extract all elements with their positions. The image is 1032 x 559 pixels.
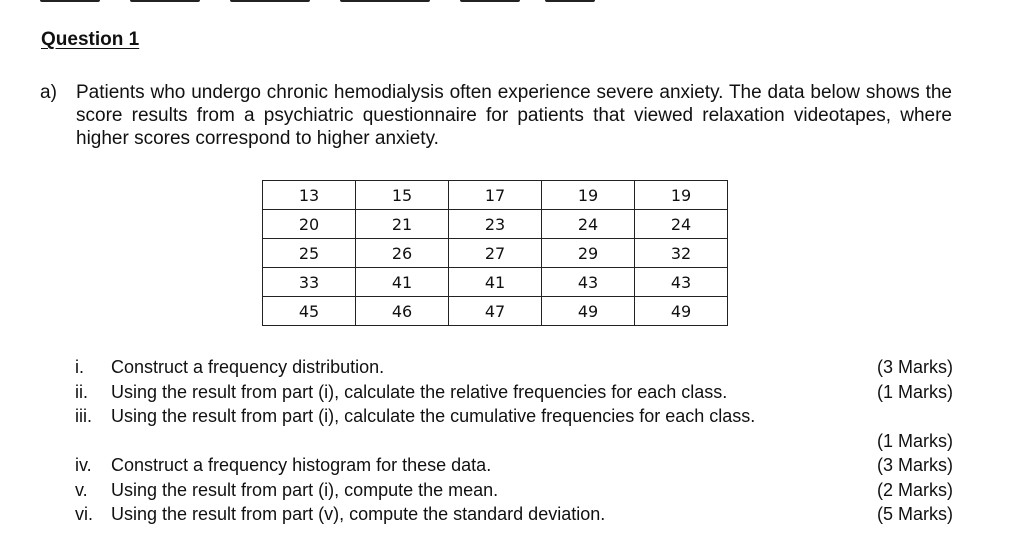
sub-question-marks: (1 Marks) [877, 430, 953, 451]
table-cell: 21 [356, 210, 449, 239]
table-cell: 47 [449, 297, 542, 326]
table-row [263, 181, 728, 210]
table-cell: 32 [635, 239, 728, 268]
table-cell: 17 [449, 181, 542, 210]
table-cell: 26 [356, 239, 449, 268]
question-heading: Question 1 [41, 29, 140, 50]
sub-question-marks: (2 Marks) [877, 479, 953, 500]
sub-question-text: Using the result from part (i), calculate the cumulative frequencies for each class. [111, 406, 756, 426]
table-row [263, 268, 728, 297]
sub-question-text: Construct a frequency histogram for these data. [111, 455, 492, 475]
table-cell: 24 [542, 210, 635, 239]
table-cell: 49 [635, 297, 728, 326]
sub-question-number: vi. [75, 504, 93, 524]
sub-question-text: Using the result from part (v), compute the standard deviation. [111, 504, 606, 524]
part-a-label: a) [40, 82, 57, 103]
sub-question-text: Using the result from part (i), calculate the relative frequencies for each class. [111, 381, 728, 402]
part-a-text: Patients who undergo chronic hemodialysis often experience severe anxiety. The data below shows the score results from a psychiatric questionnaire for patients that viewed relaxation videotapes, where higher scores correspond to higher anxiety. [76, 82, 952, 149]
table-row [263, 210, 728, 239]
table-cell: 41 [356, 268, 449, 297]
sub-question-v [75, 478, 955, 503]
table-cell: 24 [635, 210, 728, 239]
sub-question-marks: (5 Marks) [877, 504, 953, 524]
anxiety-score-table [262, 180, 728, 326]
table-cell: 20 [263, 210, 356, 239]
sub-question-marks: (3 Marks) [877, 455, 953, 475]
sub-question-text: Using the result from part (i), compute the mean. [111, 479, 499, 500]
table-cell: 49 [542, 297, 635, 326]
sub-question-marks: (3 Marks) [877, 357, 953, 377]
table-cell: 41 [449, 268, 542, 297]
table-cell: 13 [263, 181, 356, 210]
table-cell: 43 [542, 268, 635, 297]
sub-question-iii-marks-line [75, 429, 955, 454]
sub-question-number: iii. [75, 406, 92, 426]
sub-question-iv [75, 453, 955, 478]
sub-question-number: i. [75, 357, 84, 377]
table-cell: 29 [542, 239, 635, 268]
cut-off-previous-line [40, 0, 600, 2]
table-row [263, 239, 728, 268]
sub-question-number: ii. [75, 381, 88, 402]
table-cell: 33 [263, 268, 356, 297]
sub-question-vi [75, 502, 955, 527]
table-cell: 27 [449, 239, 542, 268]
table-cell: 25 [263, 239, 356, 268]
table-cell: 19 [542, 181, 635, 210]
table-cell: 43 [635, 268, 728, 297]
sub-question-list [75, 355, 955, 527]
sub-question-iii [75, 404, 955, 429]
table-cell: 45 [263, 297, 356, 326]
table-cell: 46 [356, 297, 449, 326]
sub-question-number: v. [75, 479, 88, 500]
sub-question-number: iv. [75, 455, 92, 475]
sub-question-i [75, 355, 955, 380]
sub-question-ii [75, 380, 955, 405]
table-cell: 23 [449, 210, 542, 239]
table-row [263, 297, 728, 326]
table-cell: 15 [356, 181, 449, 210]
table-cell: 19 [635, 181, 728, 210]
sub-question-marks: (1 Marks) [877, 381, 953, 402]
sub-question-text: Construct a frequency distribution. [111, 357, 385, 377]
